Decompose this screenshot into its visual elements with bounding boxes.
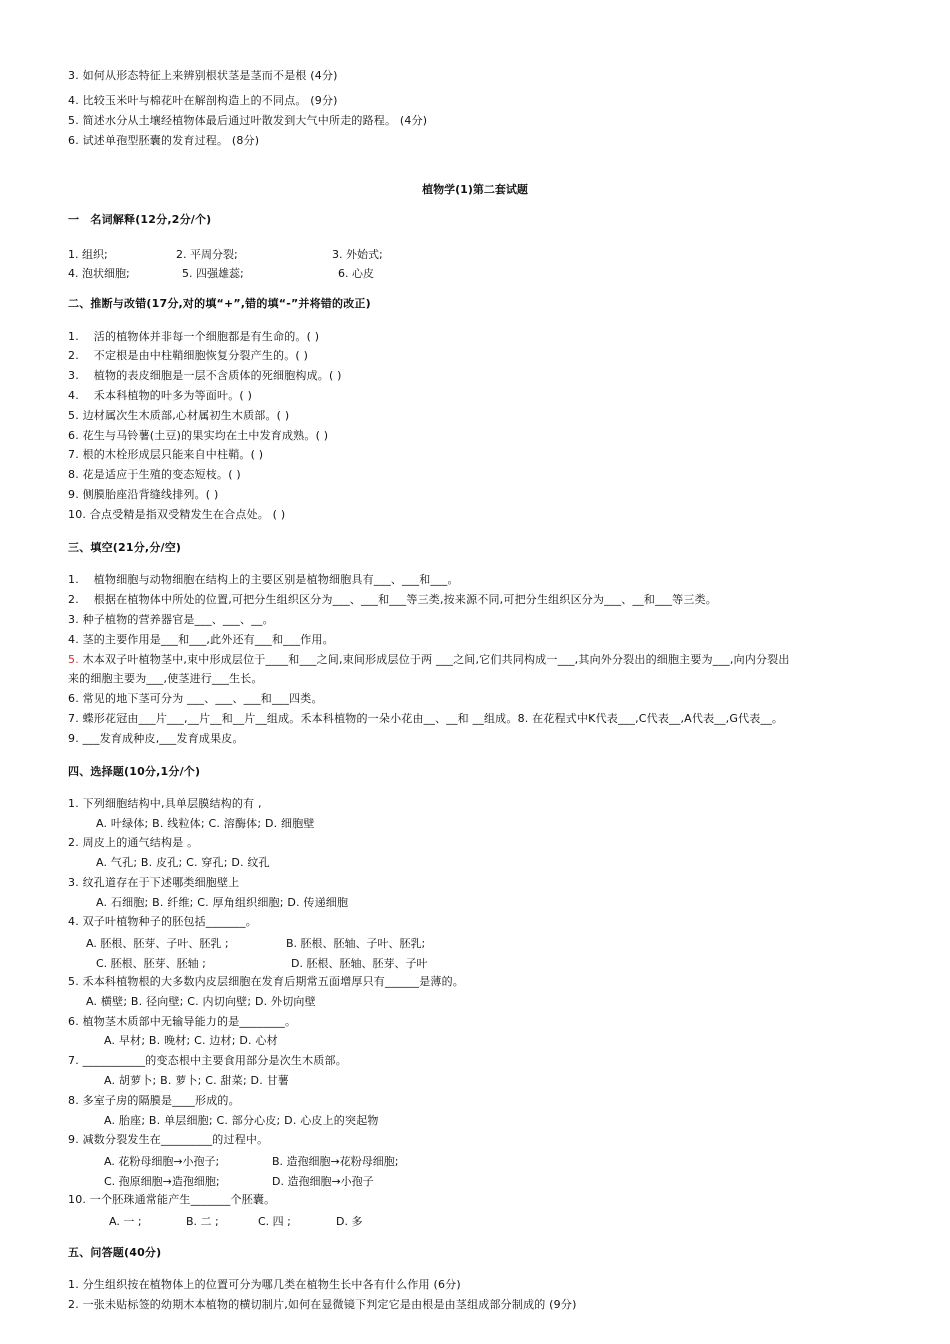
mc-question-4: 4. 双子叶植物种子的胚包括_______。 bbox=[68, 915, 257, 928]
mc-option-9c: C. 孢原细胞→造孢细胞; bbox=[104, 1175, 220, 1188]
section4-heading: 四、选择题(10分,1分/个) bbox=[68, 765, 201, 778]
prev-question-4: 4. 比较玉米叶与棉花叶在解剖构造上的不同点。 (9分) bbox=[68, 94, 338, 107]
judge-item-1: 1. 活的植物体并非每一个细胞都是有生命的。( ) bbox=[68, 330, 320, 343]
section2-heading: 二、推断与改错(17分,对的填“+”,错的填“-”并将错的改正) bbox=[68, 297, 371, 310]
mc-question-7: 7. ___________的变态根中主要食用部分是次生木质部。 bbox=[68, 1054, 347, 1067]
essay-question-2: 2. 一张未贴标签的幼期木本植物的横切制片,如何在显微镜下判定它是由根是由茎组成部分制成的 (9分) bbox=[68, 1298, 577, 1311]
mc-options-8: A. 胎座; B. 单层细胞; C. 部分心皮; D. 心皮上的突起物 bbox=[104, 1114, 379, 1127]
fill-item-5-number: 5. bbox=[68, 653, 79, 666]
term-5: 5. 四强雄蕊; bbox=[182, 267, 244, 280]
judge-item-5: 5. 边材属次生木质部,心材属初生木质部。( ) bbox=[68, 409, 290, 422]
mc-options-1: A. 叶绿体; B. 线粒体; C. 溶酶体; D. 细胞壁 bbox=[96, 817, 315, 830]
mc-question-10: 10. 一个胚珠通常能产生_______个胚囊。 bbox=[68, 1193, 276, 1206]
mc-options-2: A. 气孔; B. 皮孔; C. 穿孔; D. 纹孔 bbox=[96, 856, 270, 869]
mc-options-5: A. 横壁; B. 径向壁; C. 内切向壁; D. 外切向壁 bbox=[86, 995, 316, 1008]
mc-question-1: 1. 下列细胞结构中,具单层膜结构的有 , bbox=[68, 797, 262, 810]
judge-item-9: 9. 侧膜胎座沿背缝线排列。( ) bbox=[68, 488, 219, 501]
mc-option-4b: B. 胚根、胚轴、子叶、胚乳; bbox=[286, 937, 426, 950]
mc-options-7: A. 胡萝卜; B. 萝卜; C. 甜菜; D. 甘薯 bbox=[104, 1074, 290, 1087]
judge-item-10: 10. 合点受精是指双受精发生在合点处。 ( ) bbox=[68, 508, 286, 521]
fill-item-1: 1. 植物细胞与动物细胞在结构上的主要区别是植物细胞具有___、___和___。 bbox=[68, 573, 459, 586]
mc-options-3: A. 石细胞; B. 纤维; C. 厚角组织细胞; D. 传递细胞 bbox=[96, 896, 349, 909]
mc-question-3: 3. 纹孔道存在于下述哪类细胞壁上 bbox=[68, 876, 240, 889]
term-3: 3. 外始式; bbox=[332, 248, 383, 261]
mc-option-9b: B. 造孢细胞→花粉母细胞; bbox=[272, 1155, 399, 1168]
fill-item-6: 6. 常见的地下茎可分为 ___、___、___和___四类。 bbox=[68, 692, 323, 705]
fill-item-3: 3. 种子植物的营养器官是___、___、__。 bbox=[68, 613, 274, 626]
mc-question-5: 5. 禾本科植物根的大多数内皮层细胞在发育后期常五面增厚只有______是薄的。 bbox=[68, 975, 464, 988]
mc-option-10a: A. 一 ; bbox=[109, 1215, 142, 1228]
mc-options-6: A. 早材; B. 晚材; C. 边材; D. 心材 bbox=[104, 1034, 278, 1047]
fill-item-5-text: 木本双子叶植物茎中,束中形成层位于____和___之间,束间形成层位于两 ___之间,它们共同构成一___,其向外分裂出的细胞主要为___,向内分裂出 bbox=[78, 653, 790, 666]
term-2: 2. 平周分裂; bbox=[176, 248, 238, 261]
term-4: 4. 泡状细胞; bbox=[68, 267, 130, 280]
fill-item-2: 2. 根据在植物体中所处的位置,可把分生组织区分为___、___和___等三类,按来源不同,可把分生组织区分为___、__和___等三类。 bbox=[68, 593, 717, 606]
fill-item-5-cont: 来的细胞主要为___,使茎进行___生长。 bbox=[68, 672, 263, 685]
judge-item-3: 3. 植物的表皮细胞是一层不含质体的死细胞构成。( ) bbox=[68, 369, 342, 382]
mc-option-9d: D. 造孢细胞→小孢子 bbox=[272, 1175, 374, 1188]
mc-question-6: 6. 植物茎木质部中无输导能力的是________。 bbox=[68, 1015, 297, 1028]
mc-question-9: 9. 减数分裂发生在_________的过程中。 bbox=[68, 1133, 269, 1146]
fill-item-4: 4. 茎的主要作用是___和___,此外还有___和___作用。 bbox=[68, 633, 334, 646]
term-1: 1. 组织; bbox=[68, 248, 108, 261]
mc-option-4c: C. 胚根、胚芽、胚轴 ; bbox=[96, 957, 206, 970]
mc-option-10c: C. 四 ; bbox=[258, 1215, 291, 1228]
fill-item-5 bbox=[68, 653, 790, 667]
term-6: 6. 心皮 bbox=[338, 267, 374, 280]
prev-question-6: 6. 试述单孢型胚囊的发育过程。 (8分) bbox=[68, 134, 260, 147]
mc-option-4a: A. 胚根、胚芽、子叶、胚乳 ; bbox=[86, 937, 229, 950]
mc-option-9a: A. 花粉母细胞→小孢子; bbox=[104, 1155, 220, 1168]
judge-item-4: 4. 禾本科植物的叶多为等面叶。( ) bbox=[68, 389, 253, 402]
prev-question-3: 3. 如何从形态特征上来辨别根状茎是茎而不是根 (4分) bbox=[68, 69, 338, 82]
fill-item-9: 9. ___发育成种皮,___发育成果皮。 bbox=[68, 732, 244, 745]
section5-heading: 五、问答题(40分) bbox=[68, 1246, 162, 1259]
section3-heading: 三、填空(21分,分/空) bbox=[68, 541, 182, 554]
judge-item-7: 7. 根的木栓形成层只能来自中柱鞘。( ) bbox=[68, 448, 264, 461]
judge-item-2: 2. 不定根是由中柱鞘细胞恢复分裂产生的。( ) bbox=[68, 349, 309, 362]
mc-option-10d: D. 多 bbox=[336, 1215, 363, 1228]
section1-heading: 一 名词解释(12分,2分/个) bbox=[68, 213, 212, 226]
fill-item-7-8: 7. 蝶形花冠由___片___,__片__和__片__组成。禾本科植物的一朵小花由__、__和 __组成。8. 在花程式中K代表___,C代表__,A代表__,G代表__。 bbox=[68, 712, 784, 725]
prev-question-5: 5. 简述水分从土壤经植物体最后通过叶散发到大气中所走的路程。 (4分) bbox=[68, 114, 428, 127]
page-title: 植物学(1)第二套试题 bbox=[422, 183, 528, 196]
mc-option-4d: D. 胚根、胚轴、胚芽、子叶 bbox=[291, 957, 428, 970]
mc-question-8: 8. 多室子房的隔膜是____形成的。 bbox=[68, 1094, 240, 1107]
mc-option-10b: B. 二 ; bbox=[186, 1215, 219, 1228]
judge-item-8: 8. 花是适应于生殖的变态短枝。( ) bbox=[68, 468, 241, 481]
mc-question-2: 2. 周皮上的通气结构是 。 bbox=[68, 836, 199, 849]
judge-item-6: 6. 花生与马铃薯(土豆)的果实均在土中发育成熟。( ) bbox=[68, 429, 329, 442]
essay-question-1: 1. 分生组织按在植物体上的位置可分为哪几类在植物生长中各有什么作用 (6分) bbox=[68, 1278, 461, 1291]
